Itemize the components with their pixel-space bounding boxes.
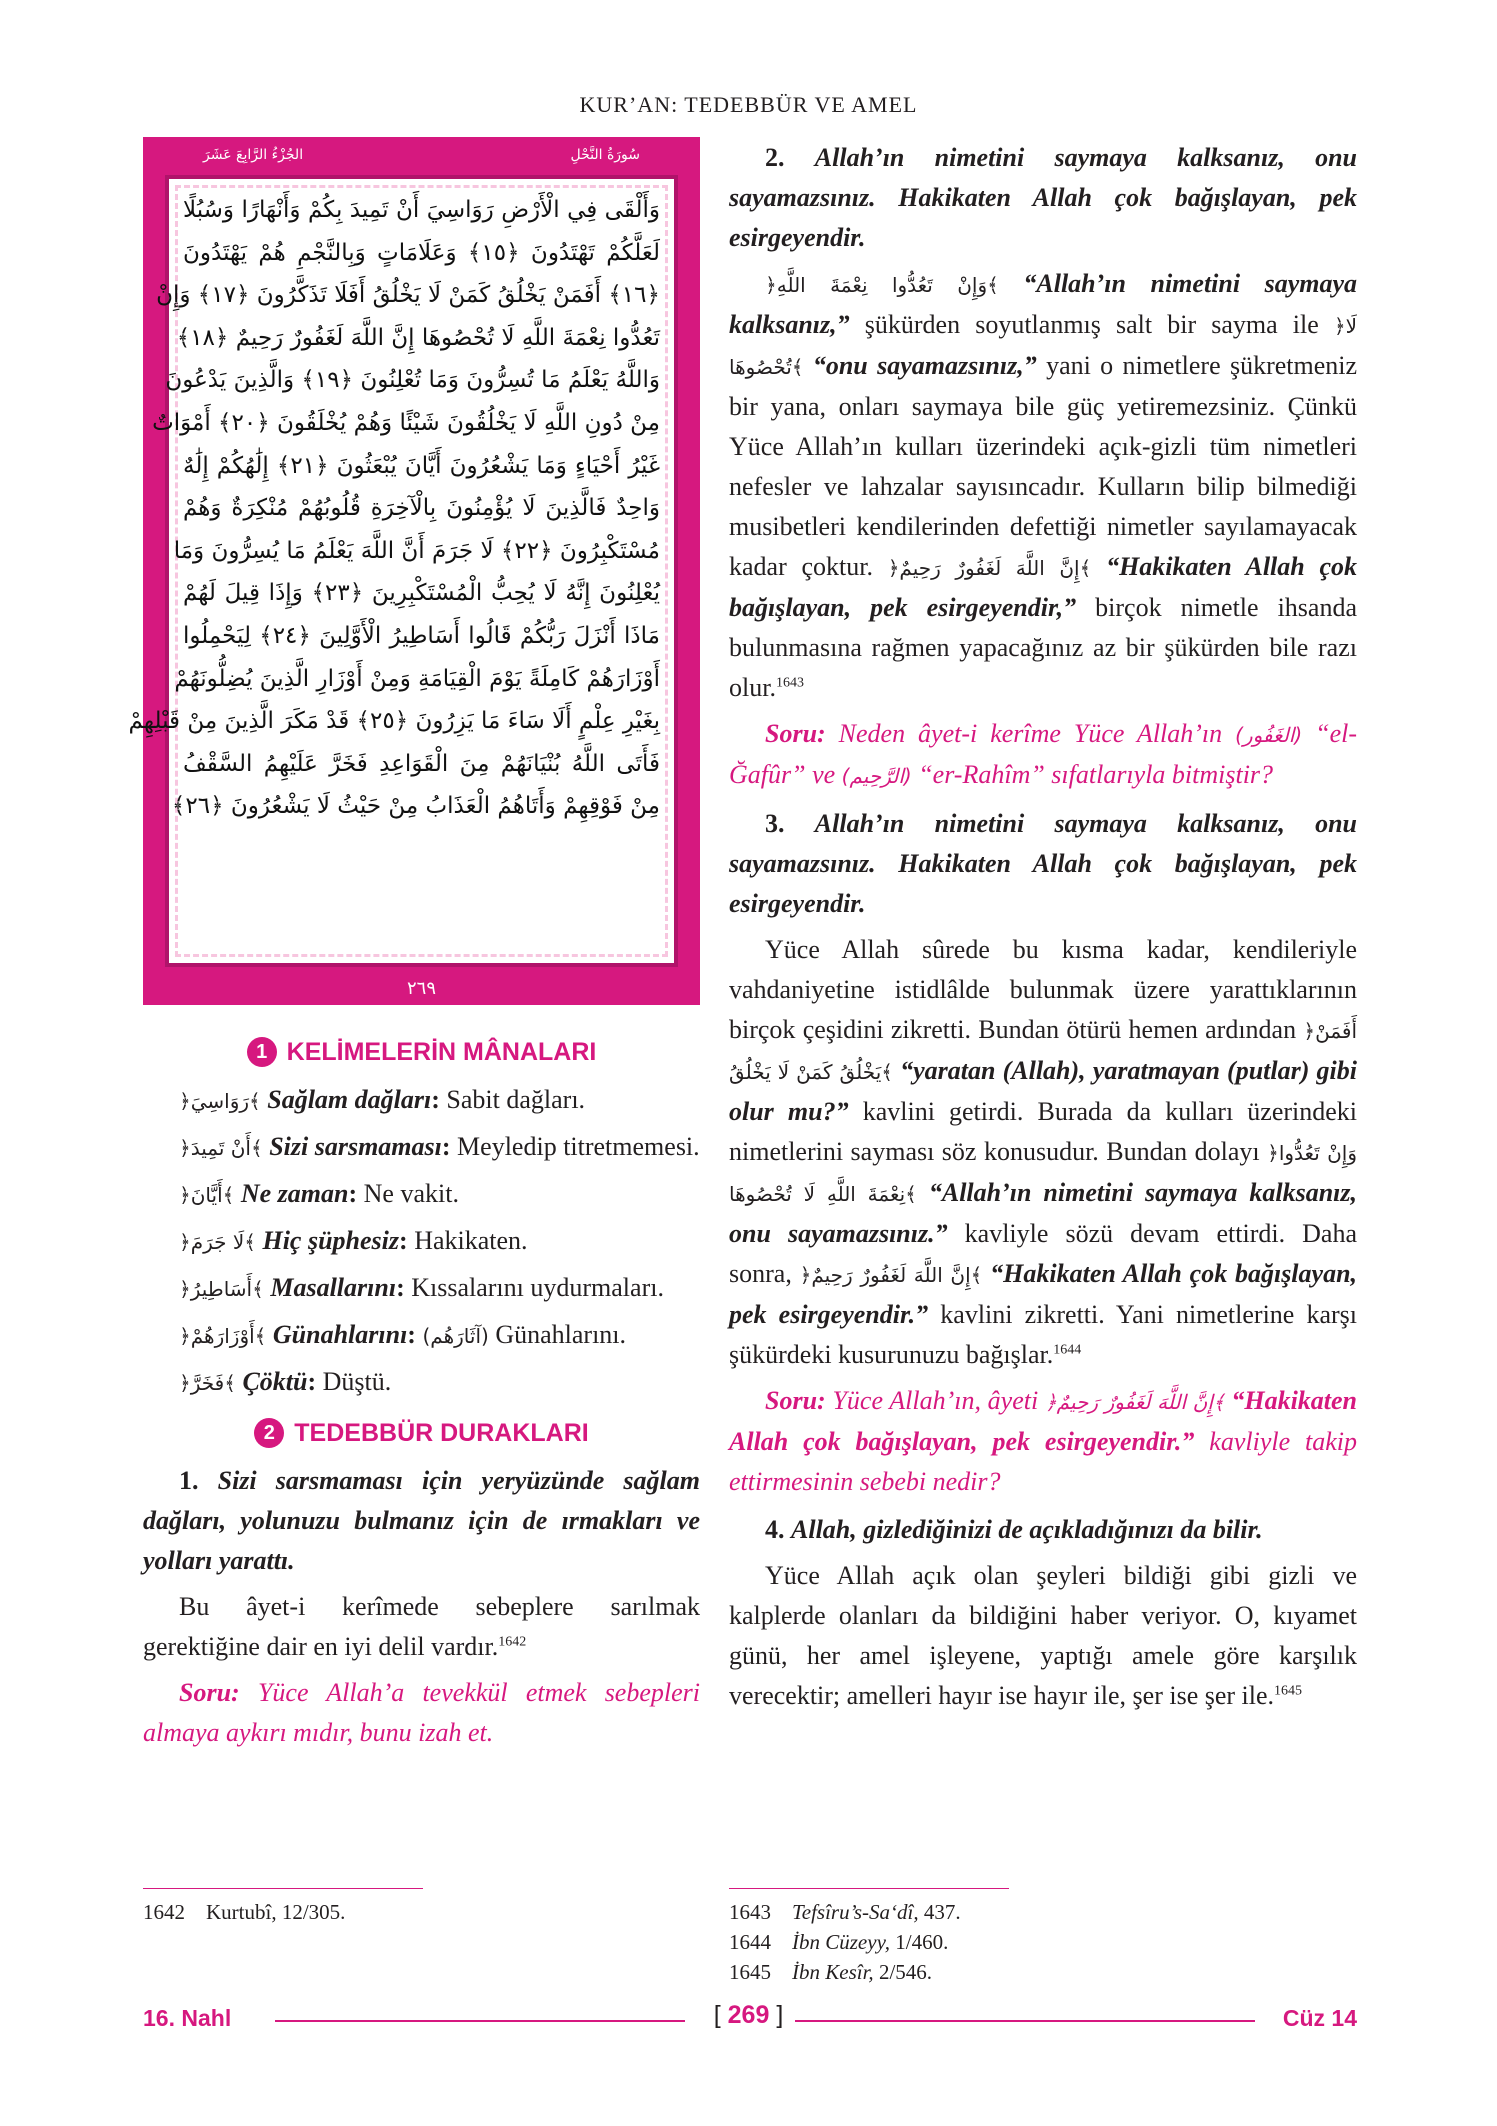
glossary-entry: ﴿أَنْ تَمِيدَ﴾ Sizi sarsmaması: Meyledip titretmemesi.	[179, 1132, 700, 1161]
arabic-quote: ﴿أَفَمَنْ يَخْلُقُ كَمَنْ لَا يَخْلُقُ﴾	[729, 1019, 1358, 1084]
footer-surah: 16. Nahl	[143, 2005, 232, 2031]
question-label: Soru:	[179, 1678, 240, 1707]
quran-line: مَاذَا أَنْزَلَ رَبُّكُمْ قَالُوا أَسَاطِيرُ الْأَوَّلِينَ ﴿٢٤﴾ لِيَحْمِلُوا	[183, 622, 660, 649]
footnote-rule-left	[143, 1888, 423, 1889]
section-number-badge: 2	[254, 1418, 284, 1448]
section-title-tedebbur	[143, 1413, 700, 1453]
point-1-text	[143, 1587, 700, 1667]
point-heading-text: Sizi sarsmaması için yeryüzünde sağlam dağları, yolunuzu bulmanız için de ırmakları ve yolları yarattı.	[143, 1466, 700, 1575]
glossary-definition: Hakikaten.	[414, 1226, 528, 1255]
quote-translation: “Hakikaten Allah çok bağışlayan, pek esirgeyendir.”	[729, 1259, 1358, 1329]
quran-page-number: ٢٦٩	[406, 978, 436, 999]
footer-page-number	[0, 2001, 1497, 2030]
footnote-source: Tefsîru’s-Sa‘dî,	[792, 1900, 919, 1924]
glossary-entry: ﴿أَوْزَارَهُمْ﴾ Günahlarını: (آثَارَهُم) Günahlarını.	[179, 1320, 627, 1349]
paragraph-text: şükürden soyutlanmış salt bir sayma ile	[864, 310, 1319, 339]
quran-line: لَعَلَّكُمْ تَهْتَدُونَ ﴿١٥﴾ وَعَلَامَاتٍ وَبِالنَّجْمِ هُمْ يَهْتَدُونَ	[183, 239, 661, 266]
arabic-quote: ﴿لَا تُحْصُوهَا﴾	[729, 314, 1358, 379]
right-column	[729, 138, 1357, 1716]
quran-line: غَيْرُ أَحْيَاءٍ وَمَا يَشْعُرُونَ أَيَّانَ يُبْعَثُونَ ﴿٢١﴾ إِلَٰهُكُمْ إِلَٰهٌ	[183, 452, 660, 479]
left-column	[143, 1032, 700, 1753]
footnote-1645	[729, 1957, 1229, 1987]
paragraph-text: Yüce Allah açık olan şeyleri bildiği gibi gizli ve kalplerde olanları da bildiğini haber veriyor. O, kıyamet günü, her amel işleyene, yaptığı amele göre karşılık verecektir; amelleri hayır ise hayır ile, şer ise şer ile.	[729, 1561, 1357, 1710]
footnote-number: 1642	[143, 1900, 185, 1924]
arabic-word: ﴿رَوَاسِيَ﴾	[179, 1089, 261, 1113]
footnote-number: 1644	[729, 1930, 771, 1954]
paragraph-text: kavlini getirdi. Burada da kulları üzerindeki nimetlerini sayması söz konusudur. Bundan dolayı	[729, 1097, 1358, 1166]
point-heading-text: Allah, gizlediğinizi de açıkladığınızı da bilir.	[791, 1515, 1263, 1544]
glossary-list	[143, 1080, 700, 1403]
point-number: 4.	[765, 1515, 785, 1544]
footnote-source: İbn Kesîr,	[792, 1960, 874, 1984]
arabic-term: (الرَّحِيم)	[841, 764, 912, 788]
question-text: kavliyle takip ettirmesinin sebebi nedir?	[729, 1427, 1357, 1496]
footnote-rule-right	[729, 1888, 1009, 1889]
section-title-kelimeler	[143, 1032, 700, 1072]
arabic-quote: ﴿إِنَّ اللَّهَ لَغَفُورٌ رَحِيمٌ﴾	[799, 1263, 983, 1287]
question-text: Neden âyet-i kerîme Yüce Allah’ın	[838, 719, 1223, 748]
footer-juz: Cüz 14	[1282, 2005, 1357, 2031]
quran-lines	[128, 189, 661, 953]
footnote-page: 437.	[923, 1900, 961, 1924]
footnote-1642	[143, 1897, 345, 1927]
footnote-text: Kurtubî, 12/305.	[206, 1900, 346, 1924]
glossary-definition: Günahlarını.	[495, 1320, 627, 1349]
glossary-definition: Kıssalarını uydurmaları.	[411, 1273, 664, 1302]
footnote-number: 1643	[729, 1900, 771, 1924]
point-number: 1.	[179, 1466, 199, 1495]
footnote-ref[interactable]: 1643	[775, 675, 804, 691]
footnote-ref[interactable]: 1644	[1053, 1342, 1082, 1358]
glossary-term: Ne zaman	[240, 1179, 349, 1208]
glossary-entry: ﴿لَا جَرَمَ﴾ Hiç şüphesiz: Hakikaten.	[179, 1226, 528, 1255]
glossary-definition: Meyledip titretmemesi.	[457, 1132, 700, 1161]
quran-line: ﴿١٦﴾ أَفَمَنْ يَخْلُقُ كَمَنْ لَا يَخْلُقُ أَفَلَا تَذَكَّرُونَ ﴿١٧﴾ وَإِنْ	[156, 282, 660, 309]
paragraph-text: kavliyle sözü devam ettirdi. Daha sonra,	[729, 1219, 1357, 1288]
quran-line: مُسْتَكْبِرُونَ ﴿٢٢﴾ لَا جَرَمَ أَنَّ اللَّهَ يَعْلَمُ مَا يُسِرُّونَ وَمَا	[173, 537, 660, 564]
footnote-ref[interactable]: 1642	[498, 1634, 527, 1650]
question-text: Yüce Allah’a tevekkül etmek sebepleri almaya aykırı mıdır, bunu izah et.	[143, 1678, 700, 1747]
section-title-text: TEDEBBÜR DURAKLARI	[294, 1419, 589, 1447]
question-1	[143, 1673, 700, 1753]
section-title-text: KELİMELERİN MÂNALARI	[286, 1038, 597, 1066]
arabic-term: (الغَفُور)	[1235, 723, 1303, 747]
question-text: Yüce Allah’ın, âyeti	[832, 1386, 1039, 1415]
footnote-source: İbn Cüzeyy,	[792, 1930, 890, 1954]
quran-juz-name: الجُزْءُ الرَّابِعَ عَشَرَ	[203, 147, 304, 163]
arabic-word: ﴿لَا جَرَمَ﴾	[179, 1230, 256, 1254]
running-head: KUR’AN: TEDEBBÜR VE AMEL	[579, 92, 918, 117]
arabic-quote: ﴿إِنَّ اللَّهَ لَغَفُورٌ رَحِيمٌ﴾	[1044, 1390, 1225, 1414]
footer-rule-right	[795, 2020, 1255, 2022]
glossary-definition: Sabit dağları.	[446, 1085, 586, 1114]
footnote-1643	[729, 1897, 1229, 1927]
footnote-ref[interactable]: 1645	[1274, 1683, 1303, 1699]
quran-line: بِغَيْرِ عِلْمٍ أَلَا سَاءَ مَا يَزِرُونَ ﴿٢٥﴾ قَدْ مَكَرَ الَّذِينَ مِنْ قَبْلِهِمْ	[128, 708, 660, 735]
quote-translation: “Hakikaten Allah çok bağışlayan, pek esirgeyendir.”	[729, 1386, 1358, 1456]
point-4-heading	[729, 1510, 1357, 1550]
page-number: 269	[727, 2001, 770, 2029]
footnote-number: 1645	[729, 1960, 771, 1984]
point-3-text	[729, 930, 1357, 1375]
point-heading-text: Allah’ın nimetini saymaya kalksanız, onu sayamazsınız. Hakikaten Allah çok bağışlayan, pek esirgeyendir.	[729, 143, 1358, 252]
paragraph-text: Bu âyet-i kerîmede sebeplere sarılmak gerektiğine dair en iyi delil vardır.	[143, 1592, 700, 1661]
glossary-entry: ﴿فَخَرَّ﴾ Çöktü: Düştü.	[179, 1367, 392, 1396]
quote-translation: “onu sayamazsınız,”	[812, 351, 1037, 380]
point-1-heading	[143, 1461, 700, 1581]
arabic-quote: ﴿وَإِنْ تَعُدُّوا نِعْمَةَ اللَّهِ﴾	[765, 273, 999, 297]
paragraph-text: Yüce Allah sûrede bu kısma kadar, kendileriyle vahdaniyetine istidlâlde bulunmak üzere yarattıklarının birçok çeşidini zikretti. Bundan ötürü hemen ardından	[729, 935, 1357, 1044]
arabic-word: ﴿أَوْزَارَهُمْ﴾	[179, 1324, 267, 1348]
section-number-badge: 1	[247, 1037, 277, 1067]
point-4-text	[729, 1556, 1357, 1716]
arabic-word: (آثَارَهُم)	[422, 1324, 489, 1348]
footnote-1644	[729, 1927, 1229, 1957]
bracket: [	[713, 2001, 721, 2029]
question-label: Soru:	[765, 719, 826, 748]
quran-page-frame	[128, 137, 700, 1005]
quote-translation: “Hakikaten Allah çok bağışlayan, pek esirgeyendir,”	[729, 552, 1358, 622]
quran-line: وَاللَّهُ يَعْلَمُ مَا تُسِرُّونَ وَمَا تُعْلِنُونَ ﴿١٩﴾ وَالَّذِينَ يَدْعُونَ	[165, 367, 660, 394]
quran-text-area	[128, 175, 678, 967]
glossary-entry: ﴿رَوَاسِيَ﴾ Sağlam dağları: Sabit dağları.	[179, 1085, 586, 1114]
point-3-heading	[729, 804, 1357, 924]
quran-surah-name: سُورَةُ النَّحْلِ	[570, 147, 640, 163]
quote-translation: “yaratan (Allah), yaratmayan (putlar) gibi olur mu?”	[729, 1056, 1357, 1126]
arabic-word: ﴿أَيَّانَ﴾	[179, 1183, 235, 1207]
glossary-term: Çöktü	[242, 1367, 308, 1396]
question-text: “el-Ğafûr” ve	[729, 719, 1358, 789]
quran-line: مِنْ دُونِ اللَّهِ لَا يَخْلُقُونَ شَيْئًا وَهُمْ يُخْلَقُونَ ﴿٢٠﴾ أَمْوَاتٌ	[152, 409, 660, 436]
quran-line: تَعُدُّوا نِعْمَةَ اللَّهِ لَا تُحْصُوهَا إِنَّ اللَّهَ لَغَفُورٌ رَحِيمٌ ﴿١٨﴾	[176, 324, 660, 351]
bracket: ]	[776, 2001, 784, 2029]
quran-line: مِنْ فَوْقِهِمْ وَأَتَاهُمُ الْعَذَابُ مِنْ حَيْثُ لَا يَشْعُرُونَ ﴿٢٦﴾	[171, 793, 660, 820]
question-3	[729, 1381, 1357, 1502]
footnote-page: 2/546.	[878, 1960, 933, 1984]
question-label: Soru:	[765, 1386, 826, 1415]
quran-line: يُعْلِنُونَ إِنَّهُ لَا يُحِبُّ الْمُسْتَكْبِرِينَ ﴿٢٣﴾ وَإِذَا قِيلَ لَهُمْ	[183, 580, 661, 607]
quran-line: فَأَتَى اللَّهُ بُنْيَانَهُمْ مِنَ الْقَوَاعِدِ فَخَرَّ عَلَيْهِمُ السَّقْفُ	[183, 750, 660, 777]
glossary-term: Sağlam dağları	[267, 1085, 432, 1114]
paragraph-text: birçok nimetle ihsanda bulunmasına rağmen yapacağınız az bir şükürden bile razı olur.	[729, 593, 1357, 702]
quran-line: أَوْزَارَهُمْ كَامِلَةً يَوْمَ الْقِيَامَةِ وَمِنْ أَوْزَارِ الَّذِينَ يُضِلُّونَهُمْ	[174, 665, 660, 692]
arabic-quote: ﴿وَإِنْ تَعُدُّوا نِعْمَةَ اللَّهِ لَا تُحْصُوهَا﴾	[729, 1141, 1357, 1206]
glossary-definition: Düştü.	[322, 1367, 392, 1396]
arabic-word: ﴿فَخَرَّ﴾	[179, 1371, 236, 1395]
question-2	[729, 714, 1357, 796]
point-2-heading	[729, 138, 1357, 258]
footnote-page: 1/460.	[895, 1930, 949, 1954]
point-number: 3.	[765, 809, 785, 838]
footnotes-right	[729, 1897, 1229, 1987]
question-text: “er-Rahîm” sıfatlarıyla bitmiştir?	[918, 760, 1274, 789]
point-heading-text: Allah’ın nimetini saymaya kalksanız, onu sayamazsınız. Hakikaten Allah çok bağışlayan, pek esirgeyendir.	[729, 809, 1358, 918]
quran-line: وَأَلْقَى فِي الْأَرْضِ رَوَاسِيَ أَنْ تَمِيدَ بِكُمْ وَأَنْهَارًا وَسُبُلًا	[183, 197, 660, 223]
glossary-term: Hiç şüphesiz	[262, 1226, 400, 1255]
point-2-text	[729, 264, 1357, 708]
glossary-entry: ﴿أَسَاطِيرُ﴾ Masallarını: Kıssalarını uydurmaları.	[179, 1273, 664, 1302]
quote-translation: “Allah’ın nimetini saymaya kalksanız, onu sayamazsınız.”	[729, 1178, 1357, 1248]
glossary-term: Masallarını	[270, 1273, 397, 1302]
arabic-word: ﴿أَنْ تَمِيدَ﴾	[179, 1136, 263, 1160]
glossary-entry: ﴿أَيَّانَ﴾ Ne zaman: Ne vakit.	[179, 1179, 459, 1208]
paragraph-text: kavlini zikretti. Yani nimetlerine karşı şükürdeki kusurunuzu bağışlar.	[729, 1300, 1358, 1369]
glossary-term: Sizi sarsmaması	[269, 1132, 442, 1161]
paragraph-text: yani o nimetlere şükretmeniz bir yana, onları saymaya bile güç yetiremezsiniz. Çünkü Yüce Allah’ın kulları üzerindeki açık-gizli tüm nimetleri nefesler ve lahzalar sayısıncadır. Kulların bilip bilmediği musibetleri kendilerinden defettiği nimetler sayılamayacak kadar çoktur.	[729, 351, 1358, 581]
arabic-quote: ﴿إِنَّ اللَّهَ لَغَفُورٌ رَحِيمٌ﴾	[887, 556, 1092, 580]
glossary-definition: Ne vakit.	[363, 1179, 459, 1208]
quran-line: وَاحِدٌ فَالَّذِينَ لَا يُؤْمِنُونَ بِالْآخِرَةِ قُلُوبُهُمْ مُنْكِرَةٌ وَهُمْ	[183, 495, 660, 522]
arabic-word: ﴿أَسَاطِيرُ﴾	[179, 1277, 264, 1301]
point-number: 2.	[765, 143, 785, 172]
quote-translation: “Allah’ın nimetini saymaya kalksanız,”	[729, 269, 1358, 339]
glossary-term: Günahlarını	[272, 1320, 408, 1349]
